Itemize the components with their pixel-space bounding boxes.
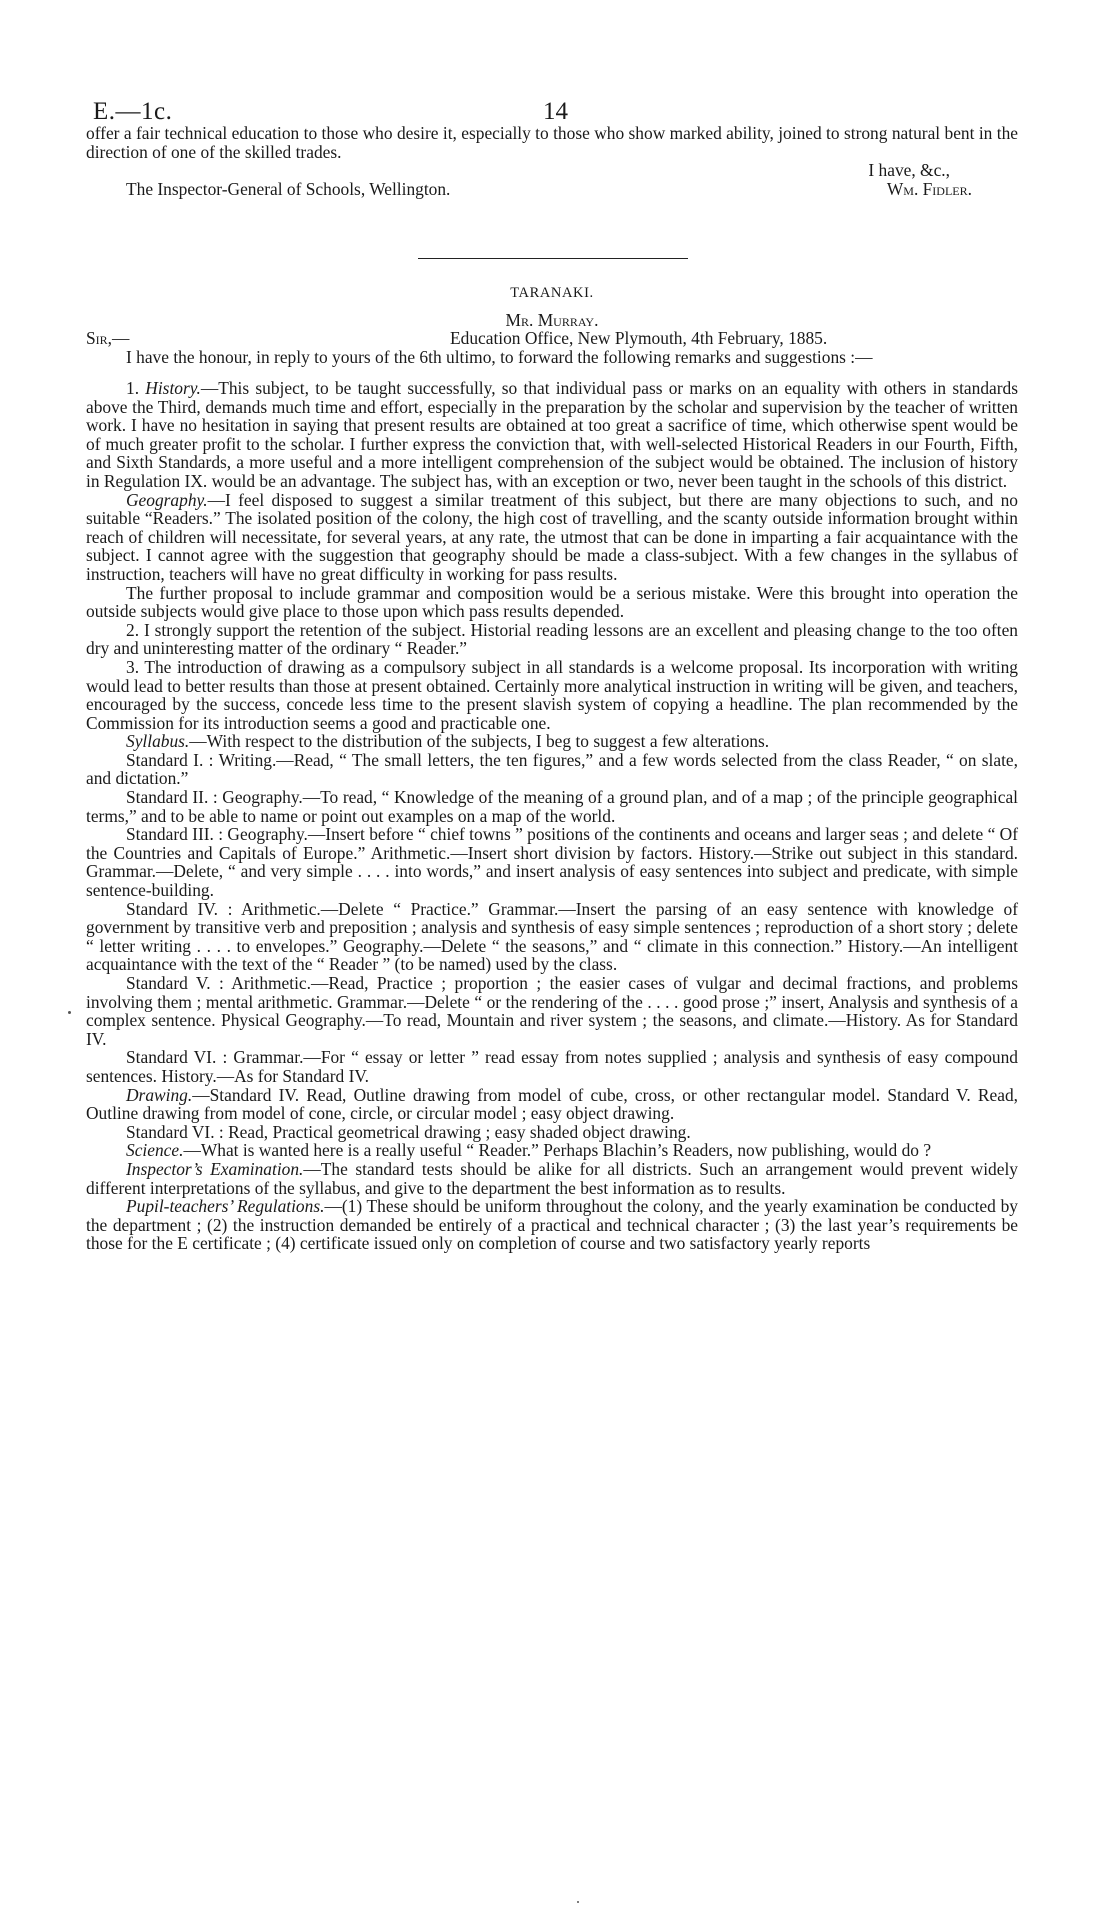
paragraph-geography: Geography.—I feel disposed to suggest a similar treatment of this subject, but there are many objections to such, and no suitable “Readers.” The isolated position of the colony, the high cost of travelling, and the scanty outside information brought within reach of children will necessitate, for several years, at any rate, the utmost that can be done in imparting a fair acquaintance with the subject. I cannot agree with the suggestion that geography should be made a class-subject. With a few changes in the syllabus of instruction, teachers will have no great difficulty in working for pass results. <box>86 489 1018 584</box>
paragraph-standard-1: Standard I. : Writing.—Read, “ The small letters, the ten figures,” and a few words selected from the class Reader, “ on slate, and dictation.” <box>86 749 1018 789</box>
letter-body <box>86 379 1018 1253</box>
signature: Wm. Fidler. <box>886 179 972 200</box>
paragraph-inspectors-examination: Inspector’s Examination.—The standard tests should be alike for all districts. Such an arrangement would prevent widely different interpretations of the syllabus, and give to the department the best information as to results. <box>86 1158 1018 1198</box>
paragraph-point-2: 2. I strongly support the retention of the subject. Historial reading lessons are an excellent and pleasing change to the too often dry and uninteresting matter of the ordinary “ Reader.” <box>86 619 1018 659</box>
district-heading: TARANAKI. <box>510 285 594 301</box>
paragraph-standard-5: Standard V. : Arithmetic.—Read, Practice ; proportion ; the easier cases of vulgar and decimal fractions, and problems involving them ; mental arithmetic. Grammar.—Delete “ or the rendering of the . . . . good prose ;” insert, Analysis and synthesis of a complex sentence. Physical Geography.—To read, Mountain and river system ; the seasons, and climate.—History. As for Standard IV. <box>86 973 1018 1049</box>
paragraph-standard-3: Standard III. : Geography.—Insert before “ chief towns ” positions of the continents and oceans and larger seas ; and delete “ Of the Countries and Capitals of Europe.” Arithmetic.—Insert short division by factors. History.—Strike out subject in this standard. Grammar.—Delete, “ and very simple . . . . into words,” and insert analysis of easy sentences into subject and predicate, with simple sentence-building. <box>86 824 1018 901</box>
recipient-line: The Inspector-General of Schools, Wellington. <box>126 179 451 200</box>
signature-row <box>86 180 1018 199</box>
paragraph-standard-4: Standard IV. : Arithmetic.—Delete “ Practice.” Grammar.—Insert the parsing of an easy sentence with knowledge of government by transitive verb and preposition ; analysis and synthesis of easy simple sentences ; reproduction of a short story ; delete “ letter writing . . . . to envelopes.” Geography.—Delete “ the seasons,” and “ climate in this connection.” History.—An intelligent acquaintance with the text of the “ Reader ” (to be named) used by the class. <box>86 898 1018 975</box>
paragraph-syllabus: Syllabus.—With respect to the distribution of the subjects, I beg to suggest a few alterations. <box>126 731 770 752</box>
paragraph-pupil-teachers-regulations: Pupil-teachers’ Regulations.—(1) These should be uniform throughout the colony, and the yearly examination be conducted by the department ; (2) the instruction demanded be entirely of a practical and technical character ; (3) the last year’s requirements be those for the E certificate ; (4) certificate issued only on completion of course and two satisfactory yearly reports <box>86 1196 1018 1254</box>
previous-letter-block <box>86 124 1018 199</box>
paragraph-drawing: Drawing.—Standard IV. Read, Outline drawing from model of cube, cross, or other rectangular model. Standard V. Read, Outline drawing from model of cone, circle, or circular model ; easy object drawing. <box>86 1084 1018 1124</box>
page-number: 14 <box>543 98 568 125</box>
paragraph-science: Science.—What is wanted here is a really useful “ Reader.” Perhaps Blachin’s Readers, now publishing, would do ? <box>126 1140 932 1161</box>
document-reference: E.—1c. <box>93 98 173 125</box>
print-speck <box>577 1901 579 1903</box>
opening-paragraph: I have the honour, in reply to yours of the 6th ultimo, to forward the following remarks and suggestions :— <box>126 347 873 368</box>
paragraph-history: 1. History.—This subject, to be taught successfully, so that individual pass or marks on an equality with others in standards above the Third, demands much time and effort, especially in the preparation by the scholar and supervision by the teacher of written work. I have no hesitation in saying that present results are obtained at too great a sacrifice of time, which otherwise spent would be of much greater profit to the scholar. I further express the conviction that, with well-selected Historical Readers in our Fourth, Fifth, and Sixth Standards, a more useful and a more intelligent comprehension of the subject would be obtained. The inclusion of history in Regulation IX. would be an advantage. The subject has, with an exception or two, never been taught in the schools of this district. <box>86 378 1019 491</box>
dateline-row <box>86 329 1018 348</box>
section-heading-block <box>86 284 1018 367</box>
paragraph-grammar-proposal: The further proposal to include grammar and composition would be a serious mistake. Were this brought into operation the outside subjects would give place to those upon which pass results depended. <box>86 582 1018 622</box>
author-heading: Mr. Murray. <box>505 309 599 330</box>
dateline: Education Office, New Plymouth, 4th February, 1885. <box>450 328 828 349</box>
paragraph-point-3: 3. The introduction of drawing as a compulsory subject in all standards is a welcome proposal. Its incorporation with writing would lead to better results than those at present obtained. Certainly more analytical instruction in writing will be given, and teachers, encouraged by the success, concede less time to the present slavish system of copying a headline. The plan recommended by the Commission for its introduction seems a good and practicable one. <box>86 656 1018 733</box>
previous-letter-closing: offer a fair technical education to those who desire it, especially to those who show marked ability, joined to strong natural bent in the direction of one of the skilled trades. <box>86 123 1018 162</box>
section-divider <box>418 258 688 259</box>
sign-off-row <box>86 161 1018 180</box>
print-speck <box>68 1011 71 1014</box>
salutation: Sir,— <box>86 328 130 349</box>
paragraph-drawing-standard-6: Standard VI. : Read, Practical geometrical drawing ; easy shaded object drawing. <box>126 1121 691 1142</box>
paragraph-standard-2: Standard II. : Geography.—To read, “ Knowledge of the meaning of a ground plan, and of a map ; of the principle geographical terms,” and to be able to name or point out examples on a map of the world. <box>86 787 1018 826</box>
sign-off: I have, &c., <box>868 160 950 181</box>
paragraph-standard-6: Standard VI. : Grammar.—For “ essay or letter ” read essay from notes supplied ; analysis and synthesis of easy compound sentences. History.—As for Standard IV. <box>86 1047 1018 1086</box>
